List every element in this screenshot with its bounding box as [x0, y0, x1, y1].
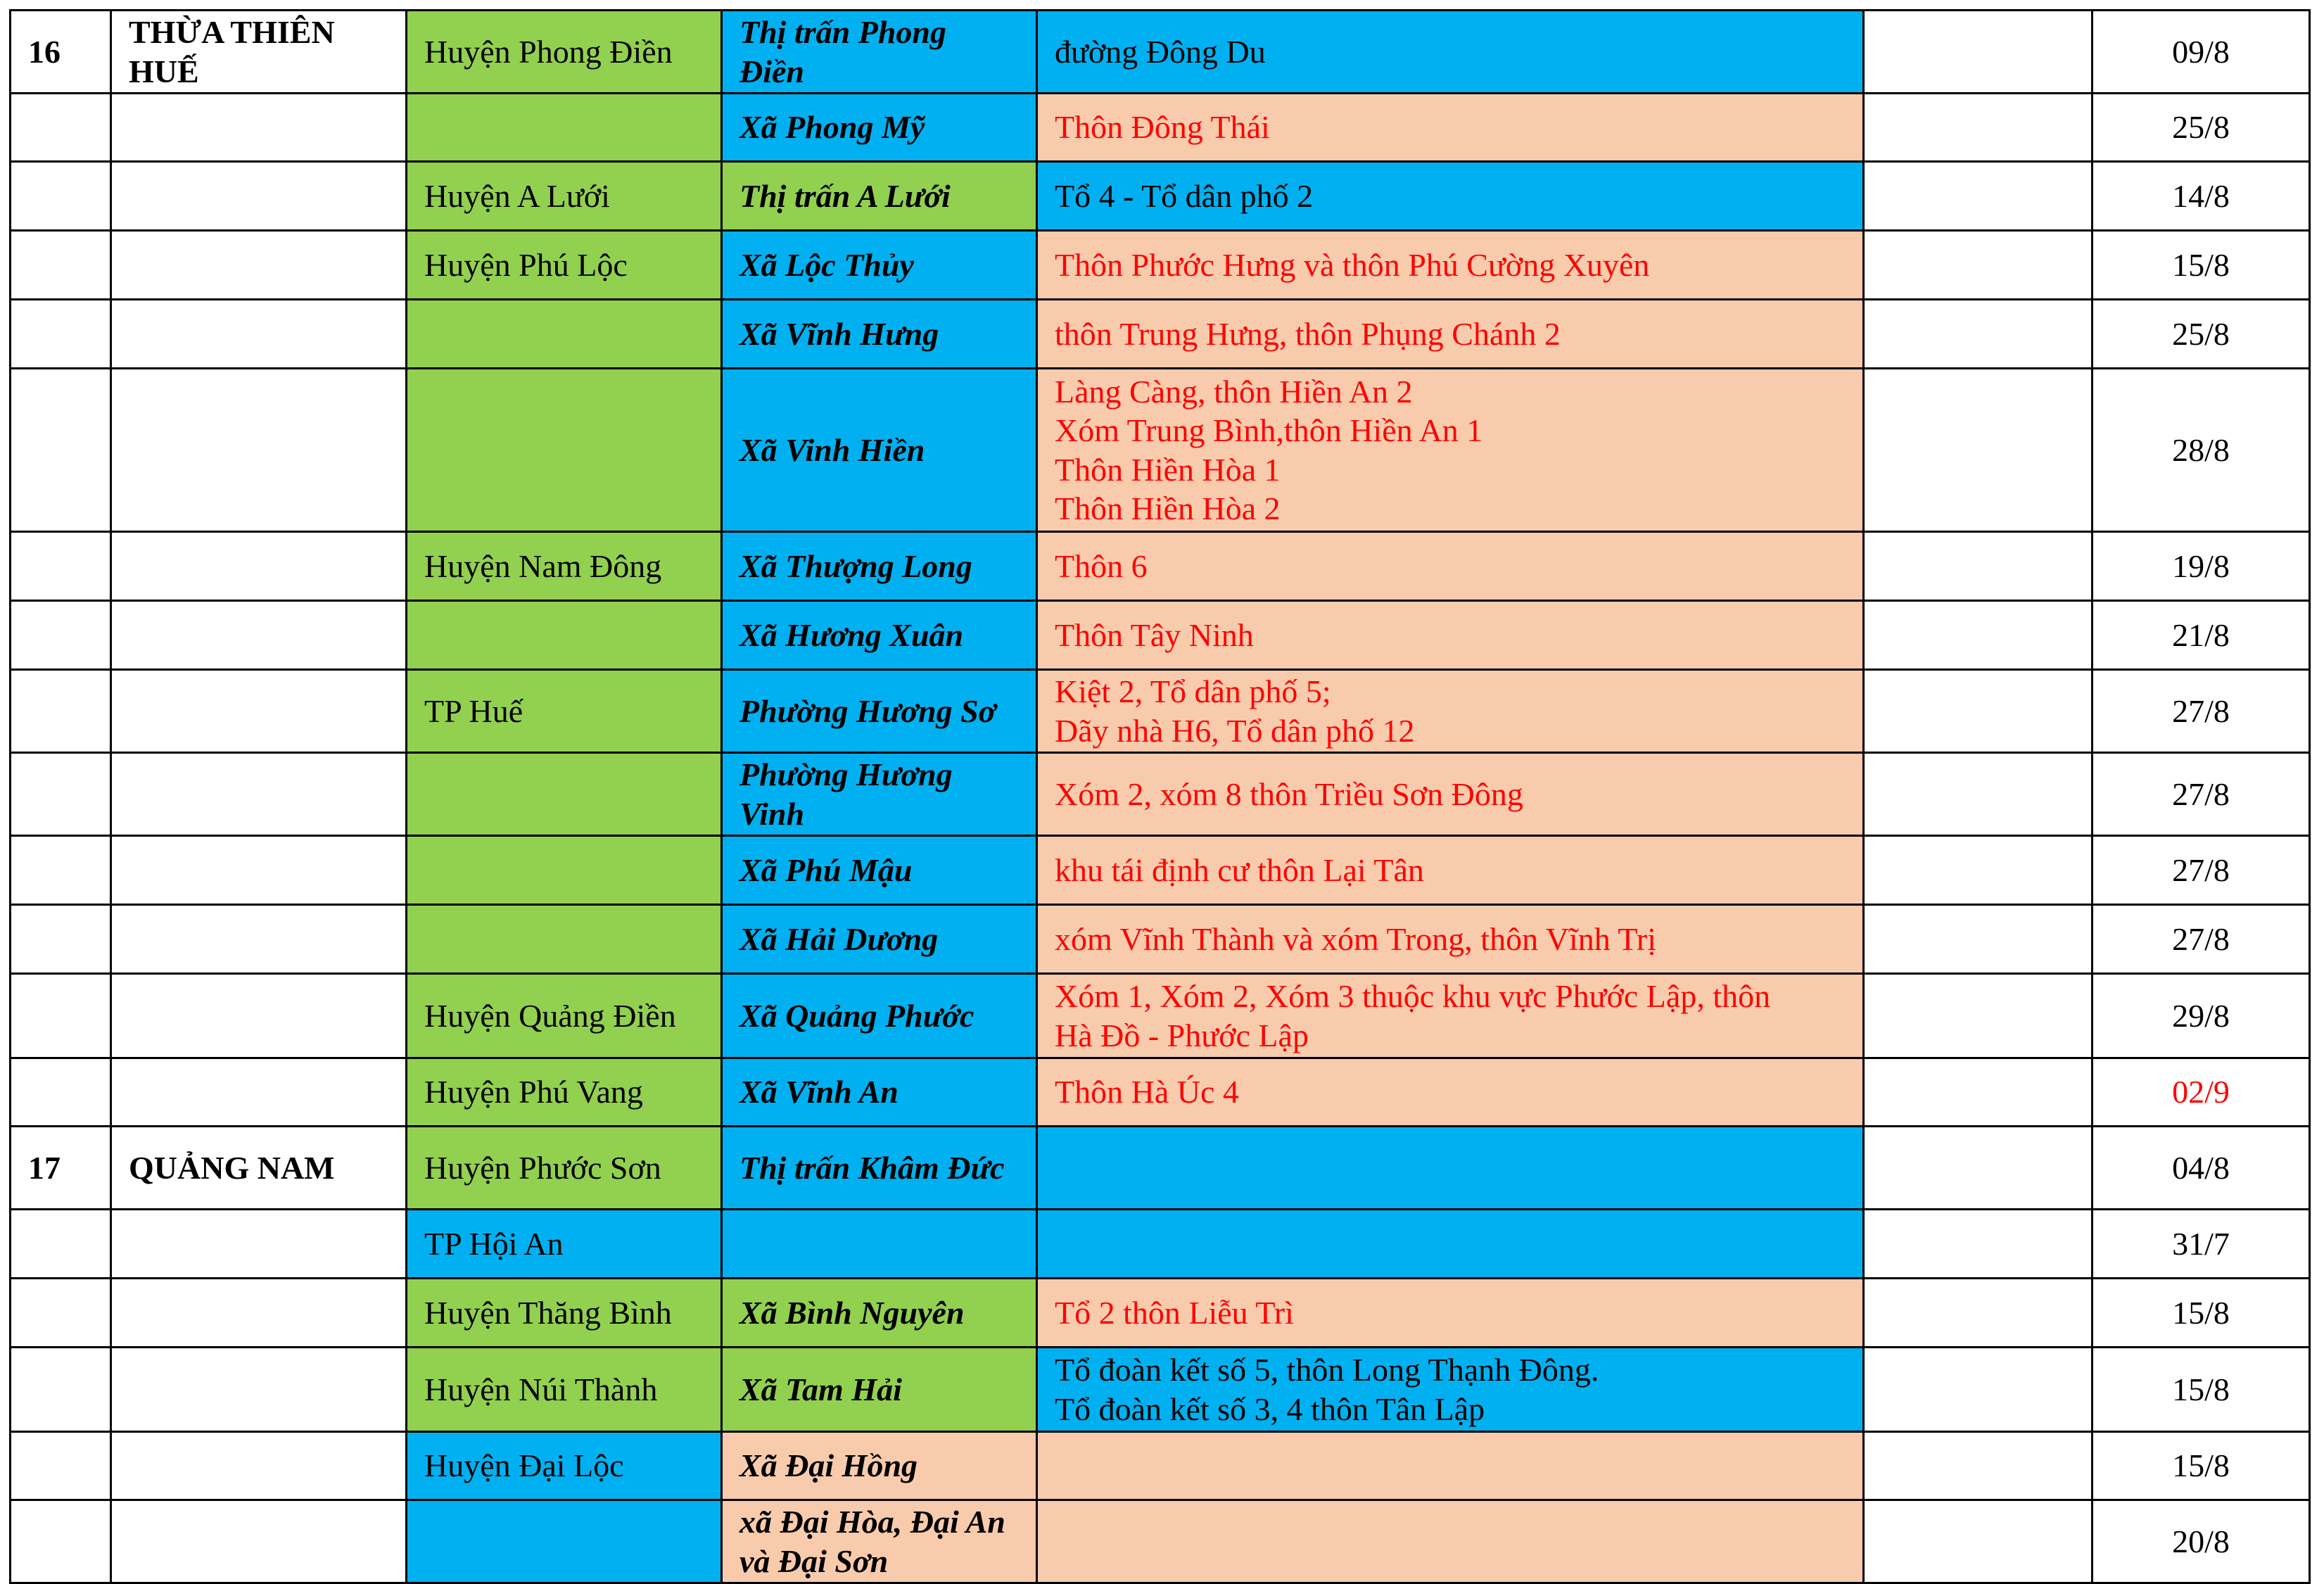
province-cell — [111, 94, 407, 162]
date-cell: 21/8 — [2093, 601, 2310, 670]
area-line: Thôn Phước Hưng và thôn Phú Cường Xuyên — [1055, 246, 1650, 283]
ward-cell: Xã Vĩnh An — [722, 1058, 1037, 1127]
district-cell — [407, 369, 722, 532]
province-cell — [111, 670, 407, 753]
province-cell — [111, 601, 407, 670]
date-cell: 28/8 — [2093, 369, 2310, 532]
stt-cell — [11, 231, 111, 300]
area-cell — [1037, 1500, 1864, 1583]
area-cell — [1037, 300, 1864, 369]
area-line: xóm Vĩnh Thành và xóm Trong, thôn Vĩnh Trị — [1055, 920, 1656, 957]
ward-cell: Xã Lộc Thủy — [722, 231, 1037, 300]
area-cell — [1037, 1432, 1864, 1500]
district-cell: Huyện Phú Lộc — [407, 231, 722, 300]
district-cell — [407, 905, 722, 974]
table-row — [11, 1500, 2310, 1583]
province-cell — [111, 1279, 407, 1348]
empty-cell — [1864, 1500, 2093, 1583]
ward-cell: xã Đại Hòa, Đại An và Đại Sơn — [722, 1500, 1037, 1583]
table-row — [11, 1348, 2310, 1432]
stt-cell: 17 — [11, 1127, 111, 1210]
empty-cell — [1864, 1432, 2093, 1500]
province-cell — [111, 1500, 407, 1583]
area-cell — [1037, 1279, 1864, 1348]
empty-cell — [1864, 601, 2093, 670]
area-line: Dãy nhà H6, Tổ dân phố 12 — [1055, 712, 1415, 749]
area-cell — [1037, 1058, 1864, 1127]
district-cell — [407, 300, 722, 369]
empty-cell — [1864, 1127, 2093, 1210]
province-cell — [111, 836, 407, 905]
province-cell — [111, 369, 407, 532]
province-cell — [111, 231, 407, 300]
date-cell: 19/8 — [2093, 532, 2310, 601]
empty-cell — [1864, 532, 2093, 601]
area-cell — [1037, 532, 1864, 601]
province-cell — [111, 905, 407, 974]
province-cell — [111, 1210, 407, 1279]
area-cell — [1037, 601, 1864, 670]
district-cell: Huyện Đại Lộc — [407, 1432, 722, 1500]
area-line: Thôn Hiền Hòa 1 — [1055, 451, 1281, 488]
area-cell — [1037, 1348, 1864, 1432]
area-line: Thôn Hà Úc 4 — [1055, 1074, 1239, 1110]
area-cell — [1037, 974, 1864, 1058]
stt-cell — [11, 532, 111, 601]
province-cell: QUẢNG NAM — [111, 1127, 407, 1210]
date-cell: 25/8 — [2093, 94, 2310, 162]
date-cell: 27/8 — [2093, 670, 2310, 753]
table-row — [11, 1058, 2310, 1127]
table-row — [11, 231, 2310, 300]
ward-cell: Xã Đại Hồng — [722, 1432, 1037, 1500]
empty-cell — [1864, 836, 2093, 905]
empty-cell — [1864, 300, 2093, 369]
empty-cell — [1864, 1348, 2093, 1432]
table-row — [11, 369, 2310, 532]
date-cell: 15/8 — [2093, 1348, 2310, 1432]
table-row — [11, 974, 2310, 1058]
table-row — [11, 11, 2310, 94]
area-line: Tổ đoàn kết số 3, 4 thôn Tân Lập — [1055, 1390, 1485, 1427]
province-cell — [111, 1432, 407, 1500]
empty-cell — [1864, 670, 2093, 753]
area-cell — [1037, 369, 1864, 532]
area-line: Xóm 2, xóm 8 thôn Triều Sơn Đông — [1055, 775, 1523, 812]
province-cell: THỪA THIÊN HUẾ — [111, 11, 407, 94]
area-line: Kiệt 2, Tổ dân phố 5; — [1055, 673, 1331, 710]
table-row — [11, 1127, 2310, 1210]
district-cell: Huyện Phú Vang — [407, 1058, 722, 1127]
table-row — [11, 905, 2310, 974]
table-row — [11, 670, 2310, 753]
ward-cell: Xã Vinh Hiền — [722, 369, 1037, 532]
district-cell: Huyện Quảng Điền — [407, 974, 722, 1058]
empty-cell — [1864, 753, 2093, 836]
date-cell: 02/9 — [2093, 1058, 2310, 1127]
empty-cell — [1864, 1279, 2093, 1348]
stt-cell — [11, 300, 111, 369]
ward-cell: Xã Vĩnh Hưng — [722, 300, 1037, 369]
province-cell — [111, 1348, 407, 1432]
table-row — [11, 1210, 2310, 1279]
area-line: Xóm Trung Bình,thôn Hiền An 1 — [1055, 412, 1483, 449]
area-line: Thôn Tây Ninh — [1055, 616, 1254, 653]
outbreak-table — [9, 9, 2311, 1584]
stt-cell — [11, 670, 111, 753]
district-cell: Huyện Thăng Bình — [407, 1279, 722, 1348]
ward-cell: Xã Phong Mỹ — [722, 94, 1037, 162]
ward-cell: Xã Thượng Long — [722, 532, 1037, 601]
area-cell — [1037, 231, 1864, 300]
area-cell — [1037, 94, 1864, 162]
stt-cell: 16 — [11, 11, 111, 94]
stt-cell — [11, 601, 111, 670]
empty-cell — [1864, 1058, 2093, 1127]
ward-cell: Xã Phú Mậu — [722, 836, 1037, 905]
date-cell: 09/8 — [2093, 11, 2310, 94]
stt-cell — [11, 836, 111, 905]
area-cell — [1037, 905, 1864, 974]
area-line: Xóm 1, Xóm 2, Xóm 3 thuộc khu vực Phước Lập, thôn — [1055, 978, 1771, 1015]
date-cell: 27/8 — [2093, 753, 2310, 836]
area-cell — [1037, 670, 1864, 753]
date-cell: 15/8 — [2093, 1432, 2310, 1500]
area-line: Hà Đồ - Phước Lập — [1055, 1017, 1309, 1053]
ward-cell: Xã Bình Nguyên — [722, 1279, 1037, 1348]
ward-cell: Thị trấn Phong Điền — [722, 11, 1037, 94]
date-cell: 15/8 — [2093, 231, 2310, 300]
area-cell — [1037, 1127, 1864, 1210]
date-cell: 15/8 — [2093, 1279, 2310, 1348]
empty-cell — [1864, 94, 2093, 162]
district-cell: Huyện Phước Sơn — [407, 1127, 722, 1210]
stt-cell — [11, 905, 111, 974]
table-row — [11, 753, 2310, 836]
empty-cell — [1864, 162, 2093, 231]
area-line: khu tái định cư thôn Lại Tân — [1055, 851, 1424, 888]
ward-cell: Phường Hương Sơ — [722, 670, 1037, 753]
date-cell: 04/8 — [2093, 1127, 2310, 1210]
ward-cell: Thị trấn A Lưới — [722, 162, 1037, 231]
area-line: Tổ đoàn kết số 5, thôn Long Thạnh Đông. — [1055, 1352, 1599, 1388]
empty-cell — [1864, 11, 2093, 94]
ward-cell: Xã Hải Dương — [722, 905, 1037, 974]
table-row — [11, 162, 2310, 231]
stt-cell — [11, 1432, 111, 1500]
stt-cell — [11, 1279, 111, 1348]
date-cell: 27/8 — [2093, 836, 2310, 905]
province-cell — [111, 162, 407, 231]
date-cell: 14/8 — [2093, 162, 2310, 231]
table-row — [11, 1279, 2310, 1348]
district-cell — [407, 753, 722, 836]
district-cell: Huyện Phong Điền — [407, 11, 722, 94]
area-line: Thôn Hiền Hòa 2 — [1055, 490, 1281, 526]
district-cell: TP Huế — [407, 670, 722, 753]
table-body — [11, 11, 2310, 1583]
stt-cell — [11, 162, 111, 231]
district-cell — [407, 836, 722, 905]
district-cell: Huyện Nam Đông — [407, 532, 722, 601]
table-row — [11, 94, 2310, 162]
district-cell — [407, 601, 722, 670]
area-cell — [1037, 836, 1864, 905]
table-row — [11, 532, 2310, 601]
area-line: Tổ 2 thôn Liễu Trì — [1055, 1294, 1294, 1331]
area-cell — [1037, 11, 1864, 94]
province-cell — [111, 1058, 407, 1127]
date-cell: 29/8 — [2093, 974, 2310, 1058]
table-row — [11, 1432, 2310, 1500]
date-cell: 27/8 — [2093, 905, 2310, 974]
area-cell — [1037, 1210, 1864, 1279]
stt-cell — [11, 753, 111, 836]
date-cell: 25/8 — [2093, 300, 2310, 369]
ward-cell: Thị trấn Khâm Đức — [722, 1127, 1037, 1210]
ward-cell: Phường Hương Vinh — [722, 753, 1037, 836]
table-row — [11, 836, 2310, 905]
district-cell — [407, 94, 722, 162]
stt-cell — [11, 1210, 111, 1279]
date-cell: 31/7 — [2093, 1210, 2310, 1279]
stt-cell — [11, 369, 111, 532]
empty-cell — [1864, 905, 2093, 974]
area-line: Thôn 6 — [1055, 547, 1148, 584]
area-line: đường Đông Du — [1055, 33, 1266, 70]
empty-cell — [1864, 231, 2093, 300]
empty-cell — [1864, 369, 2093, 532]
province-cell — [111, 974, 407, 1058]
district-cell: TP Hội An — [407, 1210, 722, 1279]
stt-cell — [11, 1348, 111, 1432]
area-line: thôn Trung Hưng, thôn Phụng Chánh 2 — [1055, 315, 1561, 352]
district-cell: Huyện Núi Thành — [407, 1348, 722, 1432]
ward-cell: Xã Tam Hải — [722, 1348, 1037, 1432]
province-cell — [111, 300, 407, 369]
district-cell: Huyện A Lưới — [407, 162, 722, 231]
area-cell — [1037, 753, 1864, 836]
area-cell — [1037, 162, 1864, 231]
stt-cell — [11, 974, 111, 1058]
area-line: Làng Càng, thôn Hiền An 2 — [1055, 374, 1413, 410]
stt-cell — [11, 94, 111, 162]
empty-cell — [1864, 974, 2093, 1058]
stt-cell — [11, 1058, 111, 1127]
table-row — [11, 300, 2310, 369]
ward-cell: Xã Hương Xuân — [722, 601, 1037, 670]
empty-cell — [1864, 1210, 2093, 1279]
date-cell: 20/8 — [2093, 1500, 2310, 1583]
ward-cell: Xã Quảng Phước — [722, 974, 1037, 1058]
province-cell — [111, 532, 407, 601]
ward-cell — [722, 1210, 1037, 1279]
area-line: Tổ 4 - Tổ dân phố 2 — [1055, 177, 1314, 214]
province-cell — [111, 753, 407, 836]
area-line: Thôn Đông Thái — [1055, 109, 1270, 146]
table-row — [11, 601, 2310, 670]
district-cell — [407, 1500, 722, 1583]
stt-cell — [11, 1500, 111, 1583]
